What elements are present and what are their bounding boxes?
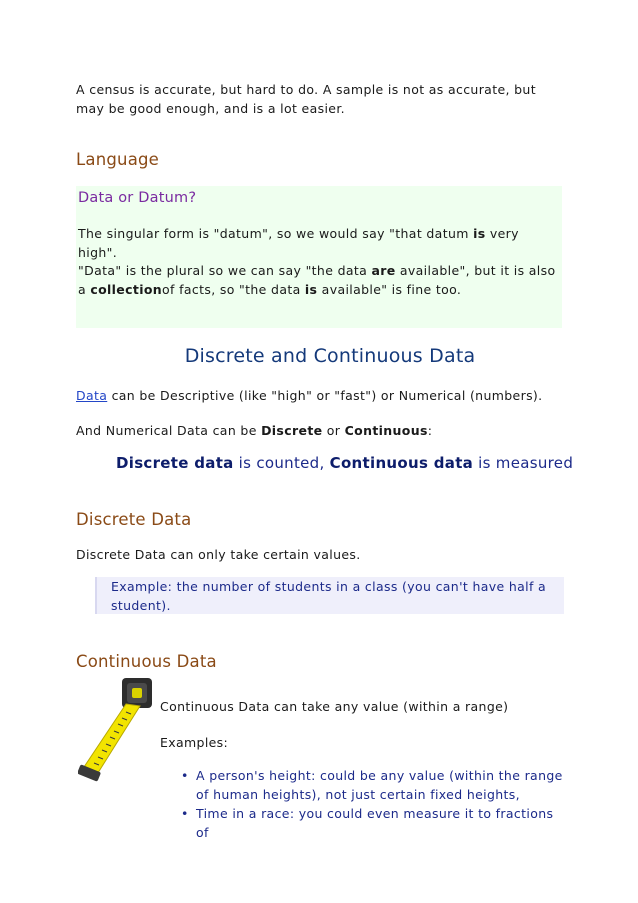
list-item: • Time in a race: you could even measure it to fractions of — [178, 804, 568, 842]
data-link[interactable]: Data — [76, 388, 108, 403]
language-heading: Language — [76, 150, 160, 169]
discrete-text: Discrete Data can only take certain values. — [76, 547, 361, 562]
list-item: • A person's height: could be any value (within the range of human heights), not just certain fixed heights, — [178, 766, 568, 804]
tape-measure-graphic — [78, 676, 158, 786]
discrete-heading: Discrete Data — [76, 510, 192, 529]
continuous-examples-list — [178, 766, 568, 842]
datum-note-box — [76, 186, 562, 328]
continuous-heading: Continuous Data — [76, 652, 217, 671]
discrete-example-text: Example: the number of students in a class (you can't have half a student). — [111, 579, 547, 613]
intro-text: A census is accurate, but hard to do. A sample is not as accurate, but may be good enough, and is a lot easier. — [76, 82, 536, 116]
plural-text: "Data" is the plural so we can say "the data are available", but it is also a collectionof facts, so "the data is available" is fine too. — [78, 263, 556, 297]
datum-box-title: Data or Datum? — [78, 190, 197, 206]
singular-text: The singular form is "datum", so we would say "that datum is very high". — [78, 226, 519, 260]
tape-measure-icon — [78, 676, 158, 786]
discrete-example-box — [95, 577, 564, 614]
data-types-text: Data can be Descriptive (like "high" or "fast") or Numerical (numbers). — [76, 388, 543, 403]
counted-measured-summary: Discrete data is counted, Continuous data is measured — [116, 454, 574, 472]
page-title: Discrete and Continuous Data — [184, 345, 476, 367]
continuous-text: Continuous Data can take any value (within a range) — [160, 699, 509, 714]
examples-label: Examples: — [160, 735, 229, 750]
numerical-data-text: And Numerical Data can be Discrete or Continuous: — [76, 423, 433, 438]
